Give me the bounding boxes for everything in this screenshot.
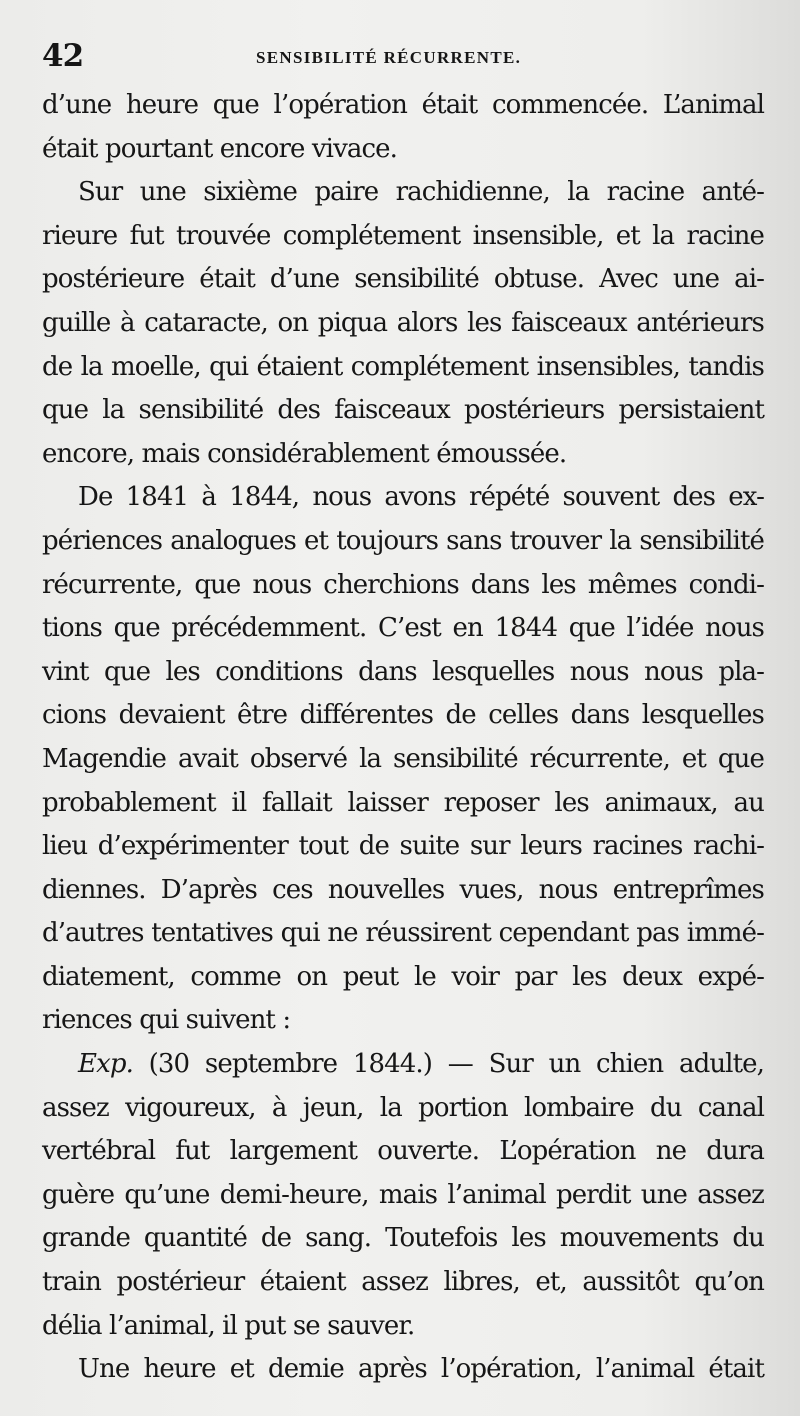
experiment-date-text: (30 septembre 1844.) — Sur un chien adulte, <box>132 1049 764 1080</box>
text-line: riences qui suivent : <box>42 1005 291 1036</box>
text-line: Sur une sixième paire rachidienne, la racine anté- <box>78 177 764 208</box>
text-line: probablement il fallait laisser reposer les animaux, au <box>42 787 764 818</box>
paragraph <box>42 171 764 476</box>
text-line: train postérieur étaient assez libres, et, aussitôt qu’on <box>42 1267 764 1298</box>
text-line: périences analogues et toujours sans trouver la sensibilité <box>42 525 764 556</box>
text-line: vint que les conditions dans lesquelles nous nous pla- <box>42 656 764 687</box>
text-line: délia l’animal, il put se sauver. <box>42 1310 415 1341</box>
text-line: rieure fut trouvée complétement insensible, et la racine <box>42 220 764 251</box>
text-line: d’autres tentatives qui ne réussirent cependant pas immé- <box>42 918 764 949</box>
text-line: grande quantité de sang. Toutefois les mouvements du <box>42 1223 764 1254</box>
text-line: cions devaient être différentes de celles dans lesquelles <box>42 700 764 731</box>
experiment-label: Exp. <box>78 1049 133 1080</box>
text-line: vertébral fut largement ouverte. L’opération ne dura <box>42 1136 764 1167</box>
running-title: SENSIBILITÉ RÉCURRENTE. <box>256 48 522 67</box>
paragraph <box>42 84 764 171</box>
text-line: diatement, comme on peut le voir par les deux expé- <box>42 961 764 992</box>
text-line: postérieure était d’une sensibilité obtuse. Avec une ai- <box>42 264 764 295</box>
paragraph <box>42 476 764 1043</box>
text-line: était pourtant encore vivace. <box>42 133 397 164</box>
text-line: tions que précédemment. C’est en 1844 que l’idée nous <box>42 613 764 644</box>
body-text <box>42 84 764 1392</box>
text-line: lieu d’expérimenter tout de suite sur leurs racines rachi- <box>42 831 764 862</box>
text-line: diennes. D’après ces nouvelles vues, nous entreprîmes <box>42 874 764 905</box>
page-number: 42 <box>42 38 84 74</box>
text-line: d’une heure que l’opération était commencée. L’animal <box>42 90 764 120</box>
text-line: Magendie avait observé la sensibilité récurrente, et que <box>42 743 764 774</box>
text-line: guère qu’une demi-heure, mais l’animal perdit une assez <box>42 1179 764 1210</box>
text-line: de la moelle, qui étaient complétement insensibles, tandis <box>42 351 764 382</box>
page-header <box>42 38 762 78</box>
text-line: guille à cataracte, on piqua alors les faisceaux antérieurs <box>42 307 764 338</box>
experiment-paragraph <box>42 1043 764 1348</box>
text-line: encore, mais considérablement émoussée. <box>42 438 567 469</box>
text-line <box>42 1043 764 1087</box>
text-line: Une heure et demie après l’opération, l’animal était <box>78 1354 764 1385</box>
text-line: assez vigoureux, à jeun, la portion lombaire du canal <box>42 1092 764 1123</box>
paragraph <box>42 1348 764 1392</box>
text-line: que la sensibilité des faisceaux postérieurs persistaient <box>42 395 764 426</box>
text-line: récurrente, que nous cherchions dans les mêmes condi- <box>42 569 764 600</box>
text-line: De 1841 à 1844, nous avons répété souvent des ex- <box>78 482 764 513</box>
